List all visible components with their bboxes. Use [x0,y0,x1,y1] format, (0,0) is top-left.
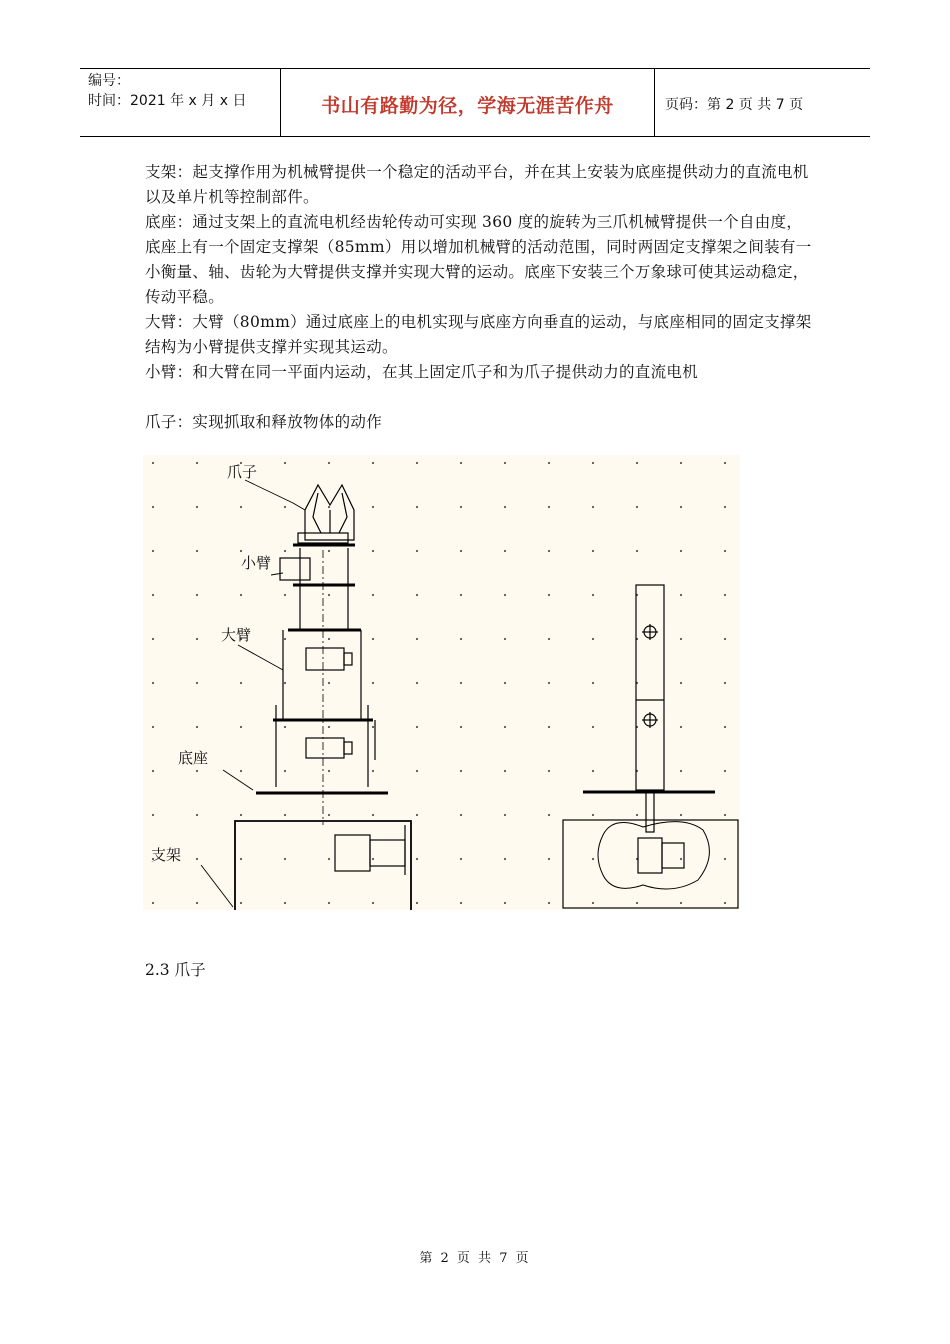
paragraph-base: 底座：通过支架上的直流电机经齿轮传动可实现 360 度的旋转为三爪机械臂提供一个自由度，底座上有一个固定支撑架（85mm）用以增加机械臂的活动范围，同时两固定支撑架之间装有一小衡量、轴、齿轮为大臂提供支撑并实现大臂的运动。底座下安装三个万象球可使其运动稳定，传动平稳。 [145,213,812,306]
page-footer: 第 2 页 共 7 页 [419,1251,531,1266]
robot-arm-diagram [143,455,740,910]
label-claw: 爪子 [227,463,258,481]
paragraph-stand: 支架：起支撑作用为机械臂提供一个稳定的活动平台，并在其上安装为底座提供动力的直流电机以及单片机等控制部件。 [145,163,809,206]
page-header [80,68,870,137]
paragraph-small-arm: 小臂：和大臂在同一平面内运动，在其上固定爪子和为爪子提供动力的直流电机 [145,363,699,381]
header-left-cell [80,69,281,136]
diagram-svg [143,455,740,910]
dot-grid [143,455,740,910]
motto: 书山有路勤为径，学海无涯苦作舟 [321,95,614,117]
label-small-arm: 小臂 [241,554,272,572]
time-label: 时间：2021 年 x 月 x 日 [88,93,247,109]
paragraph-big-arm: 大臂：大臂（80mm）通过底座上的电机实现与底座方向垂直的运动，与底座相同的固定支撑架结构为小臂提供支撑并实现其运动。 [145,313,812,356]
number-label: 编号： [88,73,130,89]
paragraph-claw: 爪子：实现抓取和释放物体的动作 [145,413,383,431]
label-stand: 支架 [151,846,182,864]
label-base: 底座 [178,749,209,767]
page-code: 页码：第 2 页 共 7 页 [665,97,804,113]
label-big-arm: 大臂 [221,626,252,644]
header-right-cell [655,69,870,136]
section-title: 2.3 爪子 [145,961,206,979]
header-middle-cell [281,69,655,136]
